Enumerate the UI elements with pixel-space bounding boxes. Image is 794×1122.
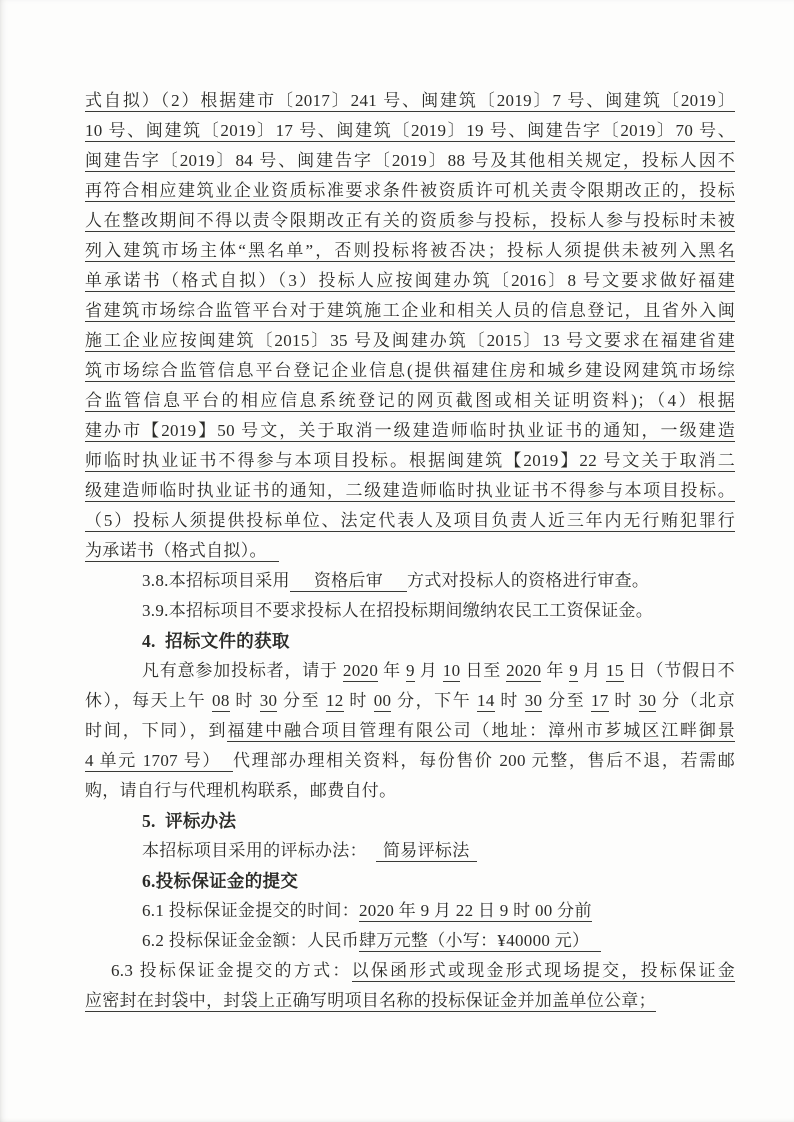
underlined-text: 9 [569,661,579,680]
text-line [85,746,735,776]
underlined-text: 2020 [342,661,379,680]
underlined-text: 应密封在封袋中，封袋上正确写明项目名称的投标保证金并加盖单位公章； [85,991,656,1010]
text-line [85,416,735,446]
text-segment: 6.投标保证金的提交 [142,871,299,891]
text-segment: 3.8.本招标项目采用 [142,571,290,590]
text-segment: 凡有意参加投标者，请于 [142,661,343,680]
text-segment: 年 [378,661,407,680]
text-segment: 时 [494,691,525,710]
underlined-text: （5）投标人须提供投标单位、法定代表人及项目负责人近三年内无行贿犯罪行 [85,511,735,530]
underlined-text: 式自拟）（2）根据建市〔2017〕241 号、闽建筑〔2019〕7 号、闽建筑〔2019〕 [85,91,735,110]
text-line [85,536,735,566]
text-line [85,686,735,716]
underlined-text: 15 [605,661,624,680]
text-line [85,986,735,1016]
text-segment: 分（北京 [656,691,736,710]
underlined-text: 肆万元整（小写：¥40000 元） [359,931,601,952]
underlined-text: 级建造师临时执业证书的通知，二级建造师临时执业证书不得参与本项目投标。 [85,481,735,500]
text-line [85,116,735,146]
text-segment: 分，下午 [391,691,478,710]
text-segment: 本招标项目采用的评标办法： [142,841,376,860]
text-line [85,956,735,986]
text-line [85,206,735,236]
text-segment: 月 [414,661,443,680]
text-line [85,296,735,326]
underlined-text: 筑市场综合监管信息平台登记企业信息(提供福建住房和城乡建设网建筑市场综 [85,361,735,380]
underlined-text: 08 [212,691,230,710]
text-line [85,386,735,416]
text-segment: 6.2 投标保证金金额：人民币 [142,931,359,950]
section-heading [85,626,735,656]
underlined-text: 合监管信息平台的相应信息系统登记的网页截图或相关证明资料)；（4）根据 [85,391,735,410]
text-segment: 年 [541,661,570,680]
underlined-text: 施工企业应按闽建筑〔2015〕35 号及闽建办筑〔2015〕13 号文要求在福建省建 [85,331,735,350]
underlined-text: 福建中融合项目管理有限公司（地址：漳州市芗城区江畔御景 [227,721,735,740]
underlined-text: 10 [442,661,461,680]
section-heading [85,806,735,836]
document-body [85,86,735,1016]
text-line [85,716,735,746]
text-segment: 时 [229,691,260,710]
underlined-text: 闽建告字〔2019〕84 号、闽建告字〔2019〕88 号及其他相关规定，投标人因不 [85,151,735,170]
text-line [85,896,735,926]
text-line [85,86,735,116]
underlined-text: 人在整改期间不得以责令限期改正有关的资质参与投标，投标人参与投标时未被 [85,211,735,230]
text-segment: 日（节假日不 [623,661,735,680]
text-line [85,596,735,626]
text-line [85,326,735,356]
text-line [85,656,735,686]
text-segment: 购，请自行与代理机构联系，邮费自付。 [85,781,397,800]
text-line [85,926,735,956]
underlined-text: 9 [406,661,415,680]
underlined-text: 00 [373,691,392,710]
underlined-text: 单承诺书（格式自拟）（3）投标人应按闽建办筑〔2016〕8 号文要求做好福建 [85,271,735,290]
underlined-text: 30 [638,691,657,710]
section-heading [85,866,735,896]
text-segment: 3.9.本招标项目不要求投标人在招投标期间缴纳农民工工资保证金。 [142,601,654,620]
text-line [85,356,735,386]
text-line [85,566,735,596]
underlined-text: 再符合相应建筑业企业资质标准要求条件被资质许可机关责令限期改正的，投标 [85,181,735,200]
underlined-text: 2020 [506,661,542,680]
text-segment: 4. 招标文件的获取 [142,631,290,651]
underlined-text: 列入建筑市场主体“黑名单”，否则投标将被否决；投标人须提供未被列入黑名 [85,241,735,260]
underlined-text: 资格后审 [290,571,407,592]
underlined-text: 12 [326,691,344,710]
text-segment: 代理部办理相关资料，每份售价 200 元整，售后不退，若需邮 [233,751,736,770]
underlined-text: 省建筑市场综合监管平台对于建筑施工企业和相关人员的信息登记，且省外入闽 [85,301,735,320]
text-segment: 休），每天上午 [85,691,213,710]
text-line [85,266,735,296]
underlined-text: 简易评标法 [376,841,477,862]
underlined-text: 师临时执业证书不得参与本项目投标。根据闽建筑【2019】22 号文关于取消二 [85,451,735,470]
underlined-text: 14 [477,691,495,710]
text-segment: 时 [343,691,374,710]
text-line [85,476,735,506]
text-segment: 6.1 投标保证金提交的时间： [142,901,359,920]
text-segment: 分至 [277,691,326,710]
text-line [85,236,735,266]
text-line [85,506,735,536]
text-line [85,446,735,476]
text-segment: 方式对投标人的资格进行审查。 [407,571,650,590]
underlined-text: 30 [524,691,543,710]
underlined-text: 2020 年 9 月 22 日 9 时 00 分前 [359,901,592,920]
underlined-text: 4 单元 1707 号） [85,751,233,772]
underlined-text: 17 [591,691,609,710]
text-line [85,176,735,206]
text-segment: 分至 [542,691,591,710]
text-segment: 6.3 投标保证金提交的方式： [111,961,352,980]
text-segment: 月 [578,661,606,680]
underlined-text: 以保函形式或现金形式现场提交，投标保证金 [351,961,736,980]
underlined-text: 为承诺书（格式自拟）。 [85,541,279,562]
text-segment: 时 [608,691,639,710]
underlined-text: 建办市【2019】50 号文，关于取消一级建造师临时执业证书的通知，一级建造 [85,421,735,440]
underlined-text: 30 [259,691,278,710]
text-segment: 时间，下同），到 [85,721,228,740]
text-segment: 日至 [460,661,507,680]
text-line [85,836,735,866]
text-line [85,776,735,806]
text-segment: 5. 评标办法 [142,811,237,831]
underlined-text: 10 号、闽建筑〔2019〕17 号、闽建筑〔2019〕19 号、闽建告字〔2019〕70 号、 [85,121,735,140]
text-line [85,146,735,176]
